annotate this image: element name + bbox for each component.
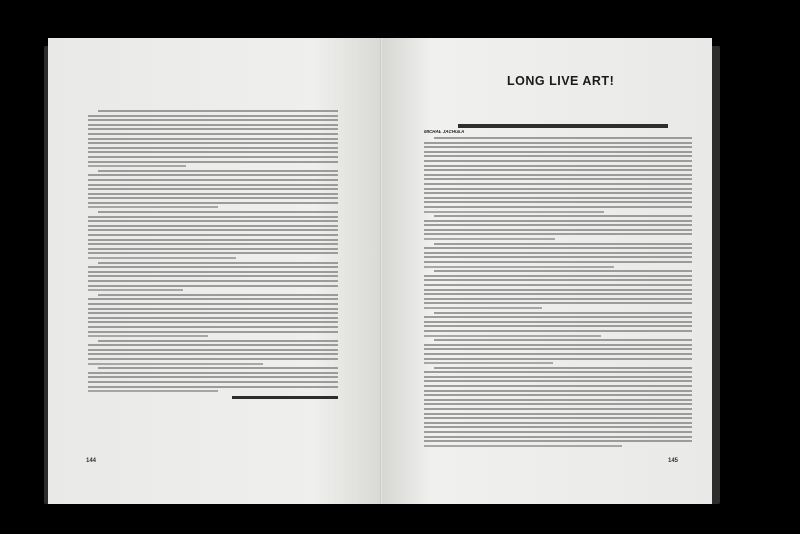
text-line [434, 312, 692, 314]
text-line [88, 156, 338, 158]
author-name: MICHAŁ JACHUŁA [424, 129, 465, 134]
text-line [424, 330, 692, 332]
text-line [424, 348, 692, 350]
text-line [424, 371, 692, 373]
text-line [88, 386, 338, 388]
text-line [88, 133, 338, 135]
text-line [424, 293, 692, 295]
text-line [434, 270, 692, 272]
text-line [424, 201, 692, 203]
text-line [88, 206, 218, 208]
text-line [424, 238, 555, 240]
text-line [88, 344, 338, 346]
text-line [424, 165, 692, 167]
text-line [424, 252, 692, 254]
text-line [424, 247, 692, 249]
text-line [88, 317, 338, 319]
text-line [424, 266, 614, 268]
text-line [424, 279, 692, 281]
text-line [88, 363, 263, 365]
text-line [88, 381, 338, 383]
text-line [88, 372, 338, 374]
text-line [424, 380, 692, 382]
text-line [88, 275, 338, 277]
text-line [98, 294, 338, 296]
text-line [88, 138, 338, 140]
text-line [434, 215, 692, 217]
text-line [424, 436, 692, 438]
text-line [88, 197, 338, 199]
text-line [424, 335, 601, 337]
text-line [424, 321, 692, 323]
text-line [424, 197, 692, 199]
text-line [88, 312, 338, 314]
title-rule [458, 124, 668, 128]
text-line [88, 165, 186, 167]
text-line [424, 229, 692, 231]
text-line [88, 193, 338, 195]
text-line [424, 390, 692, 392]
text-line [424, 403, 692, 405]
text-line [424, 307, 542, 309]
text-line [424, 206, 692, 208]
text-line [424, 385, 692, 387]
text-line [424, 408, 692, 410]
text-line [424, 422, 692, 424]
text-line [88, 298, 338, 300]
text-line [424, 220, 692, 222]
text-line [88, 308, 338, 310]
text-line [88, 124, 338, 126]
text-line [424, 188, 692, 190]
text-line [424, 155, 692, 157]
text-line [88, 142, 338, 144]
text-line [88, 179, 338, 181]
text-line [424, 325, 692, 327]
text-line [424, 192, 692, 194]
text-line [424, 358, 692, 360]
text-line [88, 216, 338, 218]
text-line [424, 376, 692, 378]
open-book [48, 38, 716, 504]
text-line [88, 248, 338, 250]
text-line [88, 289, 183, 291]
article-title: LONG LIVE ART! [507, 74, 615, 88]
text-line [424, 394, 692, 396]
text-line [88, 147, 338, 149]
text-line [424, 183, 692, 185]
text-line [88, 252, 338, 254]
text-line [424, 211, 604, 213]
text-line [434, 367, 692, 369]
text-line [88, 174, 338, 176]
text-line [88, 303, 338, 305]
text-line [424, 399, 692, 401]
text-line [88, 202, 338, 204]
text-line [88, 128, 338, 130]
text-line [424, 160, 692, 162]
text-line [424, 289, 692, 291]
text-line [88, 331, 338, 333]
text-line [98, 340, 338, 342]
text-line [424, 146, 692, 148]
text-line [98, 367, 338, 369]
text-line [424, 284, 692, 286]
text-line [424, 224, 692, 226]
text-line [88, 257, 236, 259]
text-line [424, 353, 692, 355]
text-line [88, 266, 338, 268]
text-line [424, 256, 692, 258]
text-line [88, 243, 338, 245]
text-line [88, 326, 338, 328]
text-line [88, 225, 338, 227]
text-line [434, 339, 692, 341]
text-line [424, 445, 622, 447]
text-line [88, 220, 338, 222]
text-line [88, 234, 338, 236]
text-line [424, 302, 692, 304]
text-line [424, 417, 692, 419]
text-line [424, 275, 692, 277]
text-line [424, 261, 692, 263]
text-line [88, 353, 338, 355]
right-page-number: 145 [667, 458, 678, 464]
text-line [424, 344, 692, 346]
text-line [88, 335, 208, 337]
text-line [88, 271, 338, 273]
text-line [88, 358, 338, 360]
right-body-text [424, 137, 692, 449]
text-line [424, 362, 553, 364]
left-page [48, 38, 382, 504]
text-line [424, 298, 692, 300]
text-line [88, 184, 338, 186]
text-line [98, 211, 338, 213]
text-line [98, 262, 338, 264]
text-line [424, 142, 692, 144]
text-line [88, 119, 338, 121]
text-line [424, 169, 692, 171]
left-page-number: 144 [86, 458, 97, 464]
text-line [88, 376, 338, 378]
text-line [98, 170, 338, 172]
text-line [88, 321, 338, 323]
text-line [424, 316, 692, 318]
text-line [434, 137, 692, 139]
text-line [88, 280, 338, 282]
text-line [88, 229, 338, 231]
text-line [424, 174, 692, 176]
text-line [88, 151, 338, 153]
text-line [88, 161, 338, 163]
left-body-text [88, 110, 340, 395]
text-line [88, 285, 338, 287]
text-line [98, 110, 338, 112]
text-line [434, 243, 692, 245]
text-line [424, 233, 692, 235]
right-page [382, 38, 712, 504]
text-line [424, 178, 692, 180]
text-line [424, 431, 692, 433]
text-line [424, 426, 692, 428]
text-line [88, 349, 338, 351]
text-line [424, 151, 692, 153]
text-line [424, 413, 692, 415]
text-line [88, 188, 338, 190]
text-line [88, 115, 338, 117]
text-line [424, 440, 692, 442]
text-line [88, 390, 218, 392]
text-line [88, 239, 338, 241]
left-end-rule [232, 396, 338, 399]
